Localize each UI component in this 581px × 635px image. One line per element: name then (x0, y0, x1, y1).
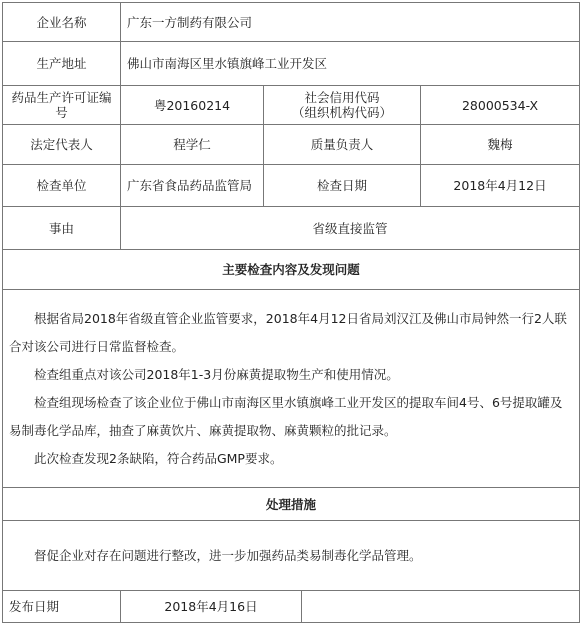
address-label: 生产地址 (3, 42, 121, 86)
measures-body (3, 521, 580, 591)
publish-empty-cell (302, 591, 580, 623)
inspection-date-value: 2018年4月12日 (421, 165, 580, 207)
findings-heading: 主要检查内容及发现问题 (3, 250, 580, 290)
credit-code-label (264, 86, 421, 125)
findings-paragraph: 检查组现场检查了该企业位于佛山市南海区里水镇旗峰工业开发区的提取车间4号、6号提取罐及易制毒化学品库，抽查了麻黄饮片、麻黄提取物、麻黄颗粒的批记录。 (9, 394, 563, 438)
address-row (3, 42, 580, 86)
findings-paragraph: 检查组重点对该公司2018年1-3月份麻黄提取物生产和使用情况。 (34, 366, 399, 382)
company-name-label: 企业名称 (3, 3, 121, 42)
reason-value: 省级直接监管 (121, 207, 580, 250)
credit-code-value: 28000534-X (421, 86, 580, 125)
license-row (3, 86, 580, 125)
findings-heading-row (3, 250, 580, 290)
measures-heading-row (3, 488, 580, 521)
inspection-unit-label: 检查单位 (3, 165, 121, 207)
findings-paragraph: 此次检查发现2条缺陷，符合药品GMP要求。 (34, 450, 283, 466)
reason-row (3, 207, 580, 250)
inspection-record-table (2, 2, 580, 623)
quality-head-label: 质量负责人 (264, 125, 421, 165)
license-value: 粤20160214 (121, 86, 264, 125)
inspection-date-label: 检查日期 (264, 165, 421, 207)
license-label: 药品生产许可证编号 (3, 86, 121, 125)
reason-label: 事由 (3, 207, 121, 250)
company-name-row (3, 3, 580, 42)
publish-date-value: 2018年4月16日 (121, 591, 302, 623)
inspection-unit-value: 广东省食品药品监管局 (121, 165, 264, 207)
publish-row (3, 591, 580, 623)
credit-code-label-line1: 社会信用代码 (304, 90, 380, 105)
quality-head-value: 魏梅 (421, 125, 580, 165)
publish-date-label: 发布日期 (3, 591, 121, 623)
findings-body-row (3, 290, 580, 488)
findings-body (3, 290, 580, 488)
company-name-value: 广东一方制药有限公司 (121, 3, 580, 42)
legal-rep-label: 法定代表人 (3, 125, 121, 165)
people-row (3, 125, 580, 165)
legal-rep-value: 程学仁 (121, 125, 264, 165)
findings-paragraph: 根据省局2018年省级直管企业监管要求，2018年4月12日省局刘汉江及佛山市局钟然一行2人联合对该公司进行日常监督检查。 (9, 310, 567, 354)
address-value: 佛山市南海区里水镇旗峰工业开发区 (121, 42, 580, 86)
credit-code-label-line2: （组织机构代码） (291, 105, 392, 120)
measures-text: 督促企业对存在问题进行整改，进一步加强药品类易制毒化学品管理。 (34, 547, 422, 563)
inspection-unit-row (3, 165, 580, 207)
measures-body-row (3, 521, 580, 591)
measures-heading: 处理措施 (3, 488, 580, 521)
